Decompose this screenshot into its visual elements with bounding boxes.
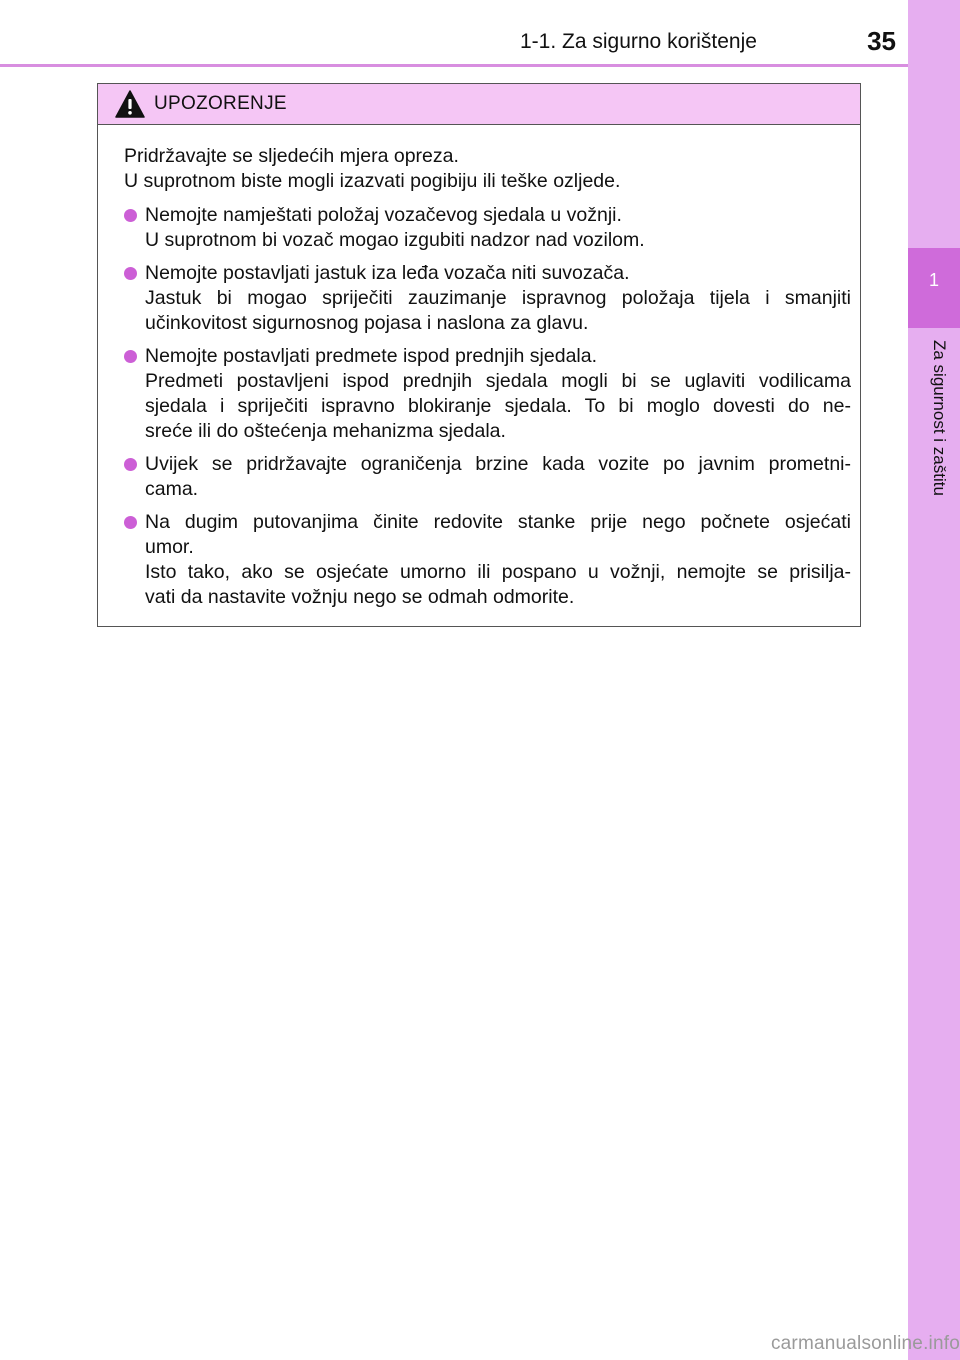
section-title: 1-1. Za sigurno korištenje <box>520 30 757 53</box>
bullet-text: cama. <box>145 478 199 500</box>
bullet-dot-icon <box>124 458 137 471</box>
warning-intro-line: Pridržavajte se sljedećih mjera opreza. <box>124 145 459 167</box>
bullet-text: sreće ili do oštećenja mehanizma sjedala. <box>145 420 506 442</box>
bullet-dot-icon <box>124 516 137 529</box>
warning-bullet-item <box>124 510 851 610</box>
watermark: carmanualsonline.info <box>770 1333 960 1354</box>
bullet-text: umor. <box>145 536 194 558</box>
chapter-label: Za sigurnost i zaštitu <box>930 340 949 496</box>
warning-triangle-icon <box>115 90 145 118</box>
bullet-text: Jastuk bi mogao spriječiti zauzimanje ispravnog položaja tijela i smanjiti <box>145 287 851 309</box>
warning-title: UPOZORENJE <box>154 93 287 114</box>
warning-body <box>98 125 860 610</box>
chapter-number: 1 <box>928 270 939 290</box>
bullet-text: Nemojte postavljati jastuk iza leđa vozača niti suvozača. <box>145 262 630 284</box>
bullet-dot-icon <box>124 350 137 363</box>
warning-bullet-list <box>124 203 851 610</box>
bullet-text: vati da nastavite vožnju nego se odmah odmorite. <box>145 586 575 608</box>
warning-header <box>98 84 860 125</box>
warning-bullet-item <box>124 344 851 444</box>
bullet-text: sjedala i spriječiti ispravno blokiranje sjedala. To bi moglo dovesti do ne- <box>145 395 851 417</box>
bullet-dot-icon <box>124 267 137 280</box>
bullet-text: Uvijek se pridržavajte ograničenja brzine kada vozite po javnim prometni- <box>145 453 851 475</box>
warning-bullet-item <box>124 452 851 502</box>
bullet-dot-icon <box>124 209 137 222</box>
bullet-text: učinkovitost sigurnosnog pojasa i naslona za glavu. <box>145 312 589 334</box>
page-number: 35 <box>867 26 896 56</box>
bullet-text: U suprotnom bi vozač mogao izgubiti nadzor nad vozilom. <box>145 229 645 251</box>
chapter-side-tab <box>908 0 960 1360</box>
bullet-text: Predmeti postavljeni ispod prednjih sjedala mogli bi se uglaviti vodilicama <box>145 370 851 392</box>
bullet-text: Nemojte namještati položaj vozačevog sjedala u vožnji. <box>145 204 622 226</box>
warning-box <box>97 83 861 627</box>
bullet-text: Isto tako, ako se osjećate umorno ili pospano u vožnji, nemojte se prisilja- <box>145 561 851 583</box>
warning-bullet-item <box>124 203 851 253</box>
warning-bullet-item <box>124 261 851 336</box>
bullet-text: Na dugim putovanjima činite redovite stanke prije nego počnete osjećati <box>145 511 851 533</box>
bullet-text: Nemojte postavljati predmete ispod prednjih sjedala. <box>145 345 598 367</box>
warning-intro-line: U suprotnom biste mogli izazvati pogibiju ili teške ozljede. <box>124 170 621 192</box>
header-rule <box>0 64 908 67</box>
